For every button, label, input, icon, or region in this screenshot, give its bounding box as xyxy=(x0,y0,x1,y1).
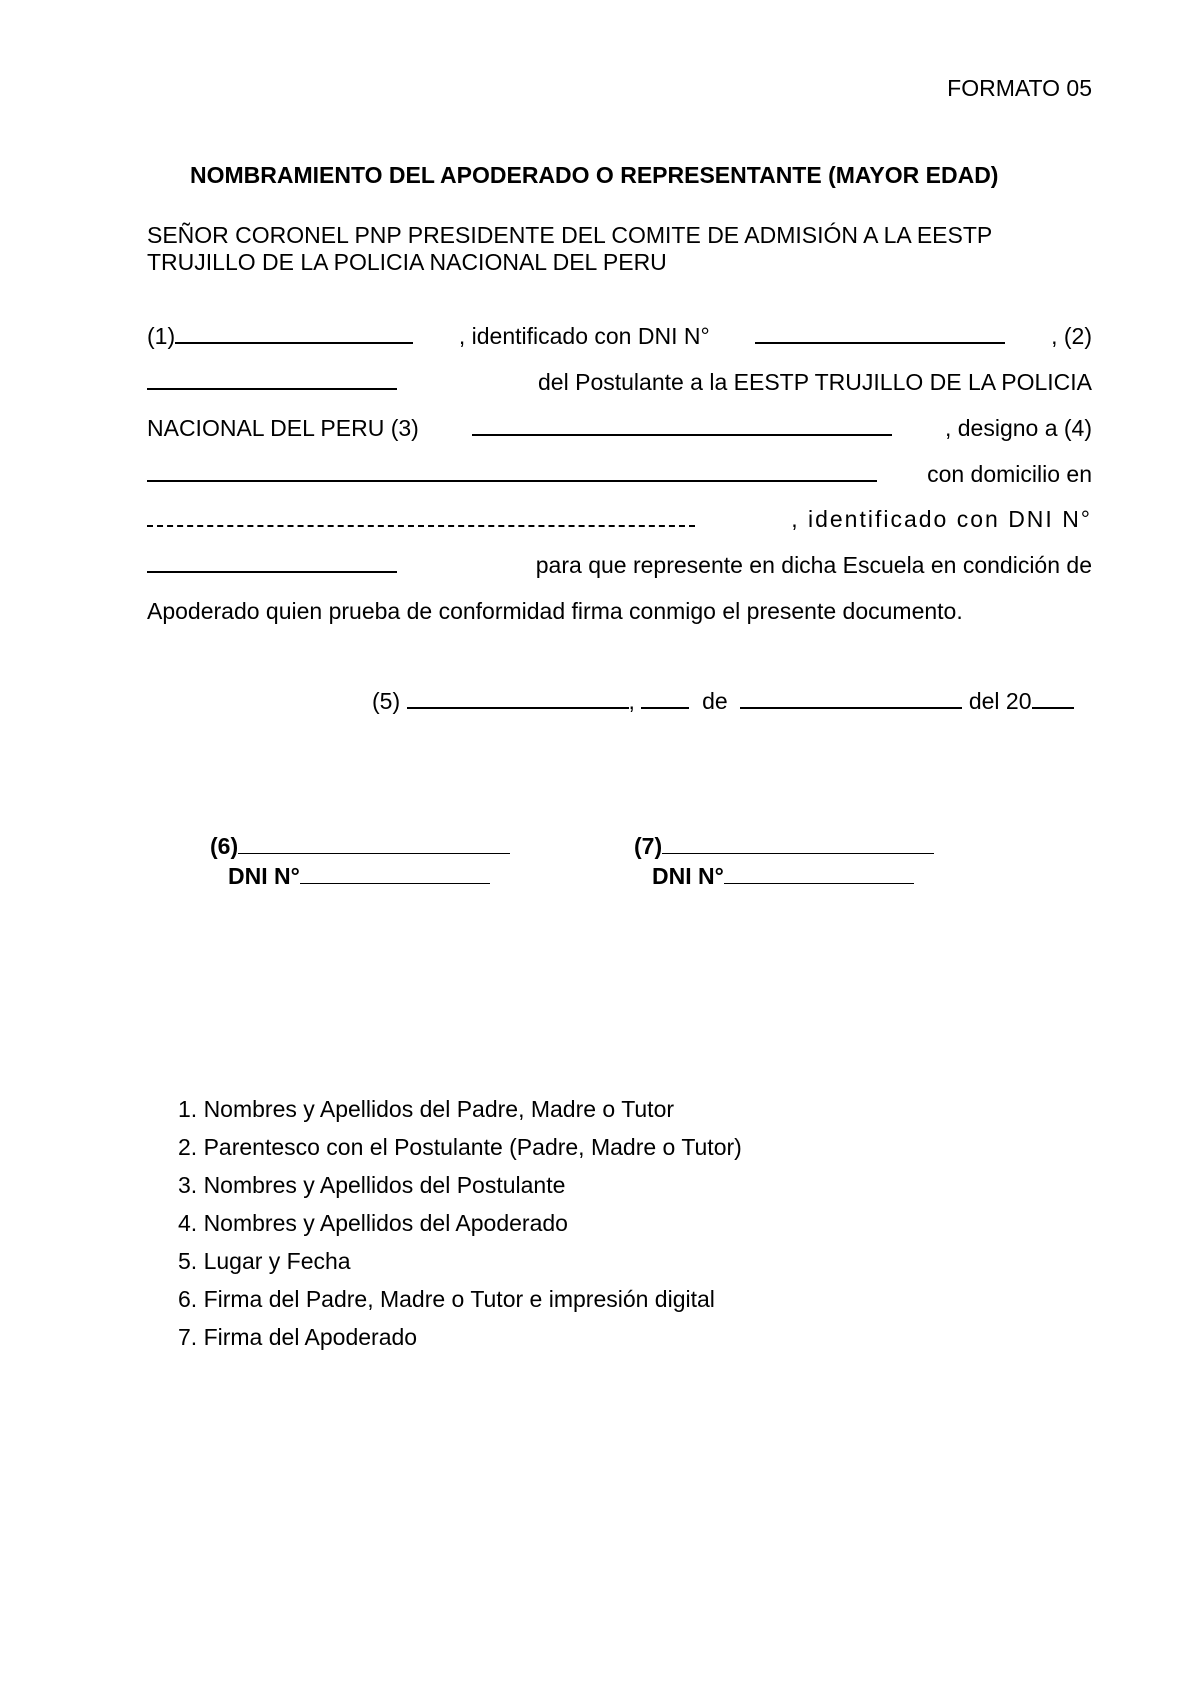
signature-6-dni-label: DNI N° xyxy=(228,863,300,889)
body-line-3 xyxy=(147,414,1092,442)
body-line-1-end: , (2) xyxy=(1051,323,1092,349)
format-label: FORMATO 05 xyxy=(947,75,1092,101)
signature-7 xyxy=(634,832,934,860)
legend-item: 2. Parentesco con el Postulante (Padre, Madre o Tutor) xyxy=(178,1134,742,1160)
body-line-1 xyxy=(147,322,1092,350)
field-1-blank[interactable] xyxy=(175,322,413,344)
signature-7-dni-blank[interactable] xyxy=(724,863,914,884)
signature-6-blank[interactable] xyxy=(238,833,510,854)
addressee-line-1: SEÑOR CORONEL PNP PRESIDENTE DEL COMITE DE ADMISIÓN A LA EESTP xyxy=(147,222,993,248)
address-blank[interactable] xyxy=(147,505,695,527)
body-line-3-end: , designo a (4) xyxy=(944,415,1092,441)
body-line-4 xyxy=(147,460,1092,488)
legend-item: 4. Nombres y Apellidos del Apoderado xyxy=(178,1210,568,1236)
body-line-5 xyxy=(147,505,1092,533)
field-4-blank[interactable] xyxy=(147,460,877,482)
signature-6-label: (6) xyxy=(210,833,239,859)
signature-6 xyxy=(210,832,510,860)
body-line-3-text: NACIONAL DEL PERU (3) xyxy=(147,415,419,441)
place-blank[interactable] xyxy=(407,687,629,709)
signature-7-blank[interactable] xyxy=(662,833,934,854)
legend-item: 1. Nombres y Apellidos del Padre, Madre o Tutor xyxy=(178,1096,675,1122)
legend-item: 5. Lugar y Fecha xyxy=(178,1248,351,1274)
document-title: NOMBRAMIENTO DEL APODERADO O REPRESENTANTE (MAYOR EDAD) xyxy=(190,162,999,188)
body-line-6 xyxy=(147,551,1092,579)
legend-item: 3. Nombres y Apellidos del Postulante xyxy=(178,1172,566,1198)
month-blank[interactable] xyxy=(740,687,962,709)
addressee-line-2: TRUJILLO DE LA POLICIA NACIONAL DEL PERU xyxy=(147,249,667,275)
body-line-5-text: , identificado con DNI N° xyxy=(791,506,1092,532)
legend-item: 6. Firma del Padre, Madre o Tutor e impresión digital xyxy=(178,1286,715,1312)
date-de: de xyxy=(702,688,728,714)
body-line-2-text: del Postulante a la EESTP TRUJILLO DE LA POLICIA xyxy=(538,369,1092,395)
date-comma: , xyxy=(628,688,635,714)
date-line xyxy=(372,687,1074,715)
field-2-blank[interactable] xyxy=(147,368,397,390)
dni-parent-blank[interactable] xyxy=(755,322,1005,344)
signature-6-dni-blank[interactable] xyxy=(300,863,490,884)
body-line-7: Apoderado quien prueba de conformidad firma conmigo el presente documento. xyxy=(147,598,963,624)
signature-6-dni xyxy=(228,862,490,890)
body-line-4-text: con domicilio en xyxy=(927,461,1092,487)
date-place-label: (5) xyxy=(372,688,401,714)
legend-item: 7. Firma del Apoderado xyxy=(178,1324,418,1350)
field-3-blank[interactable] xyxy=(472,414,892,436)
field-1-label: (1) xyxy=(147,323,176,349)
body-line-6-text: para que represente en dicha Escuela en condición de xyxy=(535,552,1092,578)
legend-list xyxy=(178,1090,742,1356)
date-year-prefix: del 20 xyxy=(968,688,1032,714)
year-blank[interactable] xyxy=(1032,687,1074,709)
dni-apoderado-blank[interactable] xyxy=(147,551,397,573)
signature-7-dni-label: DNI N° xyxy=(652,863,724,889)
signature-7-label: (7) xyxy=(634,833,663,859)
day-blank[interactable] xyxy=(641,687,689,709)
body-line-1-text: , identificado con DNI N° xyxy=(458,323,710,349)
body-line-2 xyxy=(147,368,1092,396)
signature-7-dni xyxy=(652,862,914,890)
